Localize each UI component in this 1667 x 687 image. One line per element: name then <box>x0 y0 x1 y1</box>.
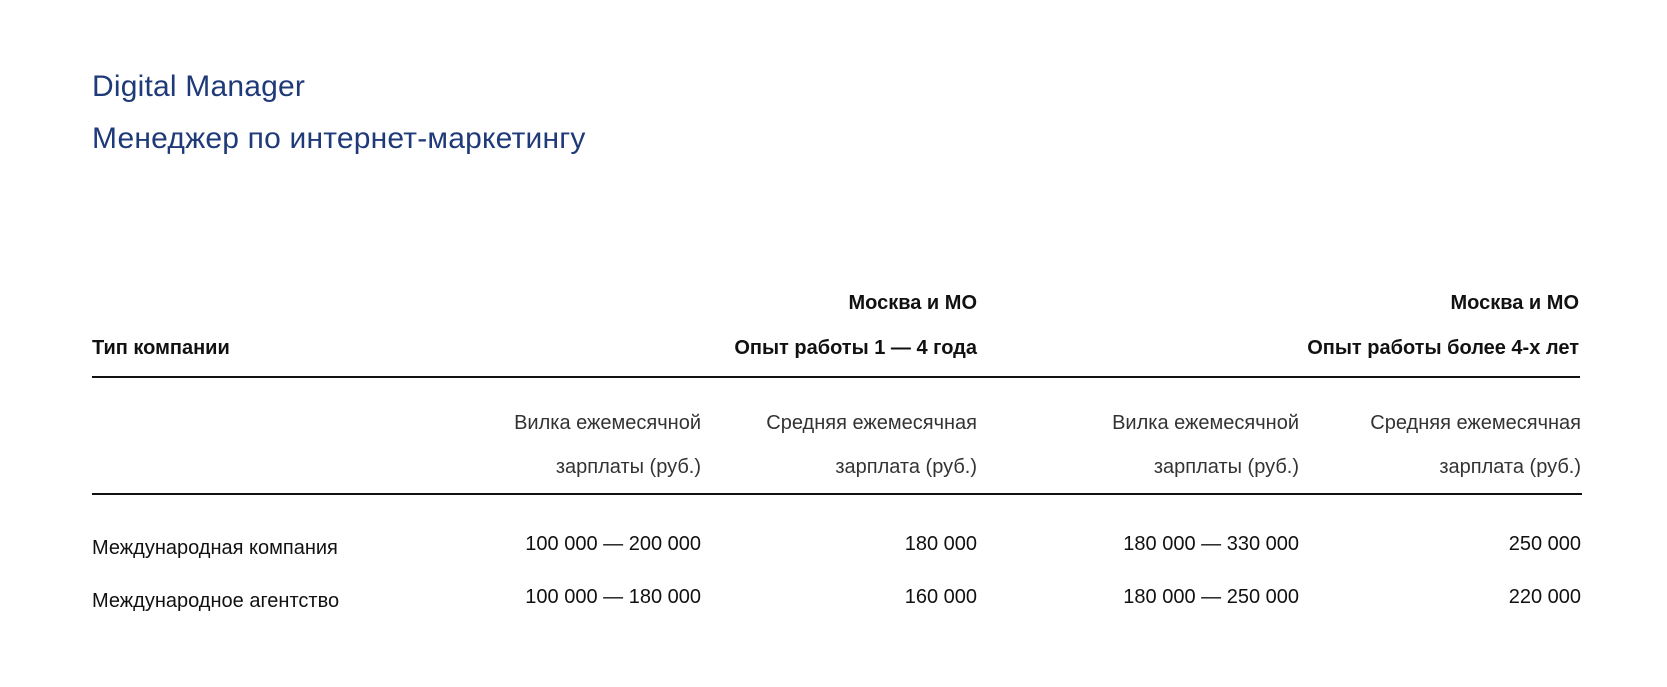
row-2-junior-avg: 160 000 <box>904 586 977 608</box>
row-1-senior-range: 180 000 — 330 000 <box>1123 533 1299 555</box>
group-1-region: Москва и МО <box>848 292 977 314</box>
row-1-junior-avg: 180 000 <box>904 533 977 555</box>
row-1-senior-avg: 250 000 <box>1508 533 1581 555</box>
group-1-experience: Опыт работы 1 — 4 года <box>734 337 977 359</box>
group-1-range-label-line1: Вилка ежемесячной <box>514 412 701 434</box>
row-2-senior-range: 180 000 — 250 000 <box>1123 586 1299 608</box>
row-2-senior-avg: 220 000 <box>1508 586 1581 608</box>
group-2-range-label-line1: Вилка ежемесячной <box>1112 412 1299 434</box>
row-2-company-type: Международное агентство <box>92 590 340 612</box>
group-1-avg-label-line1: Средняя ежемесячная <box>766 412 977 434</box>
subheader-divider <box>92 493 1582 495</box>
group-2-avg-label-line1: Средняя ежемесячная <box>1370 412 1581 434</box>
row-2-junior-range: 100 000 — 180 000 <box>525 586 701 608</box>
row-1-company-type: Международная компания <box>92 537 338 559</box>
group-2-experience: Опыт работы более 4-х лет <box>1307 337 1579 359</box>
header-divider <box>92 376 1580 378</box>
group-1-range-label-line2: зарплаты (руб.) <box>555 456 701 478</box>
group-2-range-label-line2: зарплаты (руб.) <box>1153 456 1299 478</box>
group-2-avg-label-line2: зарплата (руб.) <box>1439 456 1581 478</box>
row-1-junior-range: 100 000 — 200 000 <box>525 533 701 555</box>
group-1-avg-label-line2: зарплата (руб.) <box>835 456 977 478</box>
page-title-en: Digital Manager <box>92 70 306 103</box>
page-title-ru: Менеджер по интернет-маркетингу <box>92 122 586 155</box>
row-header-company-type: Тип компании <box>92 337 230 359</box>
group-2-region: Москва и МО <box>1450 292 1579 314</box>
